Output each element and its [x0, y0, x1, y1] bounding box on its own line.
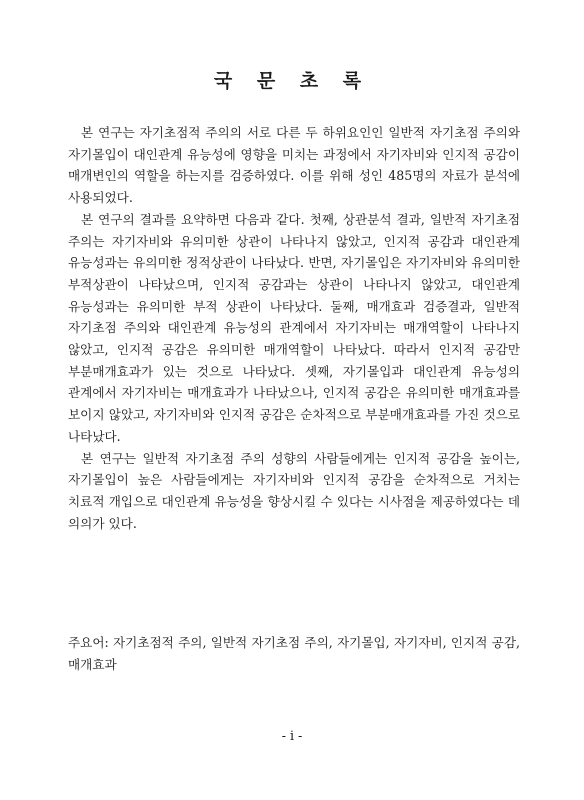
keywords: 주요어: 자기초점적 주의, 일반적 자기초점 주의, 자기몰입, 자기자비, 인지적 공감, 매개효과 [68, 635, 520, 672]
abstract-paragraph-2: 본 연구의 결과를 요약하면 다음과 같다. 첫째, 상관분석 결과, 일반적 자기초점 주의는 자기자비와 유의미한 상관이 나타나지 않았고, 인지적 공감과 대인관계 유능성과는 유의미한 정적상관이 나타났다. 반면, 자기몰입은 자기자비와 유의미한 부적상관이 나타났으며, 인지적 공감과는 상관이 나타나지 않았고, 대인관계 유능성과는 유의미한 부적 상관이 나타났다. 둘째, 매개효과 검증결과, 일반적 자기초점 주의와 대인관계 유능성의 관계에서 자기자비는 매개역할이 나타나지 않았고, 인지적 공감은 유의미한 매개역할이 나타났다. 따라서 인지적 공감만 부분매개효과가 있는 것으로 나타났다. 셋째, 자기몰입과 대인관계 유능성의 관계에서 자기자비는 매개효과가 나타났으나, 인지적 공감은 유의미한 매개효과를 보이지 않았고, 자기자비와 인지적 공감은 순차적으로 부분매개효과를 가진 것으로 나타났다. [68, 211, 520, 444]
page-number: - i - [281, 728, 303, 743]
abstract-body [68, 122, 520, 534]
page-title: 국 문 초 록 [213, 70, 371, 92]
abstract-paragraph-3: 본 연구는 일반적 자기초점 주의 성향의 사람들에게는 인지적 공감을 높이는, 자기몰입이 높은 사람들에게는 자기자비와 인지적 공감을 순차적으로 거치는 치료적 개입으로 대인관계 유능성을 향상시킬 수 있다는 시사점을 제공하였다는 데 의의가 있다. [68, 450, 520, 531]
abstract-paragraph-1: 본 연구는 자기초점적 주의의 서로 다른 두 하위요인인 일반적 자기초점 주의와 자기몰입이 대인관계 유능성에 영향을 미치는 과정에서 자기자비와 인지적 공감이 매개변인의 역할을 하는지를 검증하였다. 이를 위해 성인 485명의 자료가 분석에 사용되었다. [68, 125, 520, 206]
